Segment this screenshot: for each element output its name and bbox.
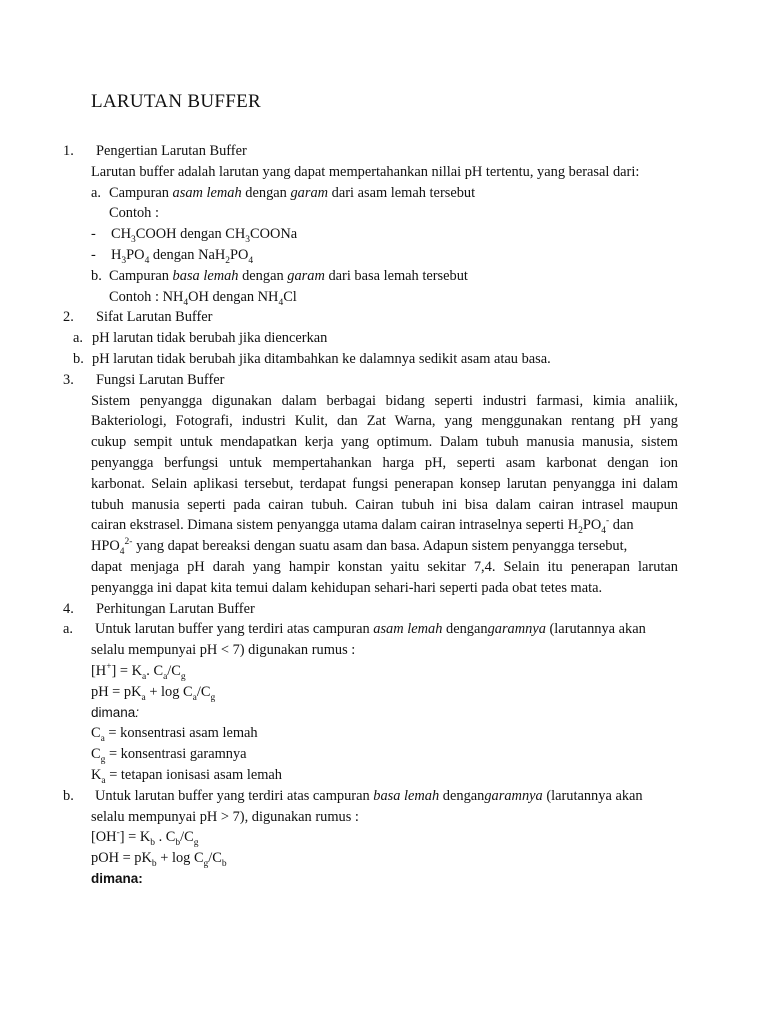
document-title: LARUTAN BUFFER xyxy=(91,91,262,112)
dimana-label: dimana: xyxy=(91,704,140,720)
formula-text: $H_3PO_4$ dengan $NaH_2PO_4$ xyxy=(111,246,254,266)
paragraph-line: cukup sempit untuk mendapatkan kerja yang optimum. Dalam tubuh manusia manusia, sistem xyxy=(91,434,678,451)
example-item xyxy=(0,287,768,308)
list-item-text: pH larutan tidak berubah jika ditambahkan ke dalamnya sedikit asam atau basa. xyxy=(92,350,551,367)
list-item xyxy=(0,328,768,349)
example-item xyxy=(0,224,768,245)
section-title: Perhitungan Larutan Buffer xyxy=(96,600,255,617)
formula-text: Contoh : $NH_4OH$ dengan $NH_4Cl$ xyxy=(109,288,297,308)
list-item xyxy=(0,266,768,287)
formula-line: pOH = $pK_b + \log C_g/C_b$ xyxy=(91,850,227,869)
list-marker: b. xyxy=(91,267,102,284)
list-item xyxy=(0,349,768,370)
list-marker: a. xyxy=(73,330,83,347)
list-item-text: Untuk larutan buffer yang terdiri atas campuran basa lemah dengangaramnya (larutannya akan xyxy=(95,787,643,804)
list-marker: b. xyxy=(73,350,84,367)
section-2-heading xyxy=(0,307,768,328)
paragraph-line: cairan ekstrasel. Dimana sistem penyangga utama dalam cairan intraselnya seperti $H_2PO_4^-$ dan xyxy=(91,516,634,537)
dimana-label: dimana: xyxy=(91,870,143,886)
formula-line: $[OH^-] = K_b$ . $C_b/C_g$ xyxy=(91,828,199,849)
paragraph-line xyxy=(0,162,768,183)
list-item xyxy=(0,786,768,807)
list-item-text: Campuran asam lemah dengan garam dari asam lemah tersebut xyxy=(109,184,476,201)
dash-marker: - xyxy=(91,246,96,263)
document-body xyxy=(0,141,768,890)
formula-line: pH = $pK_a + \log C_a/C_g$ xyxy=(91,683,216,703)
section-number: 3. xyxy=(63,371,74,388)
paragraph-line: $HPO_4^{2-}$ yang dapat bereaksi dengan suatu asam dan basa. Adapun sistem penyangga tersebut, xyxy=(91,537,628,558)
intro-text: Larutan buffer adalah larutan yang dapat mempertahankan nillai pH tertentu, yang berasal dari: xyxy=(91,163,640,180)
list-item-text: pH larutan tidak berubah jika diencerkan xyxy=(92,330,328,347)
example-item xyxy=(0,245,768,266)
definition-line: $C_a$ = konsentrasi asam lemah xyxy=(91,725,258,745)
section-number: 2. xyxy=(63,309,74,326)
paragraph-line: selalu mempunyai pH > 7), digunakan rumus : xyxy=(91,808,359,825)
section-3-heading xyxy=(0,370,768,391)
paragraph-line: penyangga berfungsi untuk mempertahankan harga pH, seperti asam karbonat dengan ion xyxy=(91,454,678,471)
section-title: Pengertian Larutan Buffer xyxy=(96,143,247,159)
section-number: 4. xyxy=(63,600,74,617)
paragraph-line: penyangga ini dapat kita temui dalam kehidupan sehari-hari seperti pada obat tetes mata. xyxy=(91,579,603,596)
example-label: Contoh : xyxy=(109,205,159,222)
formula-line: $[H^+] = K_a$. $C_a/C_g$ xyxy=(91,662,186,682)
list-item-text: Untuk larutan buffer yang terdiri atas campuran asam lemah dengangaramnya (larutannya akan xyxy=(95,621,646,638)
paragraph-line: dapat menjaga pH darah yang hampir konstan yaitu sekitar 7,4. Selain itu penerapan larutan xyxy=(91,558,678,575)
list-marker: a. xyxy=(91,184,101,201)
paragraph-line: Bakteriologi, Fotografi, industri Kulit, dan Zat Warna, yang menggunakan rentang pH yang xyxy=(91,413,678,430)
section-title: Sifat Larutan Buffer xyxy=(96,309,213,326)
section-4-heading xyxy=(0,599,768,620)
paragraph-line: karbonat. Selain aplikasi tersebut, terdapat fungsi penerapan konsep larutan penyangga ini dalam xyxy=(91,475,678,492)
list-marker: a. xyxy=(63,621,73,638)
formula-text: $CH_3COOH$ dengan $CH_3COONa$ xyxy=(111,226,298,246)
list-marker: b. xyxy=(63,787,74,804)
list-item xyxy=(0,619,768,640)
definition-line: $K_a$ = tetapan ionisasi asam lemah xyxy=(91,766,282,786)
paragraph-line: Sistem penyangga digunakan dalam berbagai bidang seperti industri farmasi, kimia analiik, xyxy=(91,392,678,409)
section-1-heading xyxy=(0,141,768,162)
section-number: 1. xyxy=(63,143,74,159)
definition-line: $C_g$ = konsentrasi garamnya xyxy=(91,746,247,765)
paragraph-line: selalu mempunyai pH < 7) digunakan rumus : xyxy=(91,642,356,659)
paragraph-line: tubuh manusia seperti pada cairan tubuh. Cairan tubuh ini bisa dalam cairan intrasel maupun xyxy=(91,496,678,513)
section-title: Fungsi Larutan Buffer xyxy=(96,371,225,388)
list-item-text: Campuran basa lemah dengan garam dari basa lemah tersebut xyxy=(109,267,468,284)
list-item xyxy=(0,183,768,204)
dash-marker: - xyxy=(91,226,96,243)
